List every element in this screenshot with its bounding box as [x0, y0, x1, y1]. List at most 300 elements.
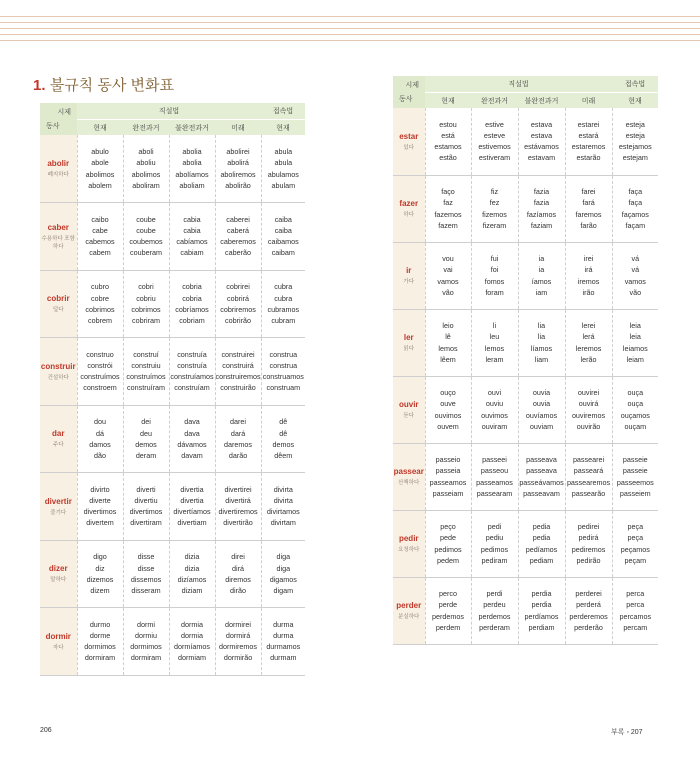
conjugation-cell	[471, 510, 518, 577]
conjugation-cell	[471, 443, 518, 510]
conjugation-cell	[77, 270, 123, 338]
conjugation-form: estão	[439, 153, 457, 163]
conjugation-form: ouçam	[624, 421, 647, 431]
conjugation-form: cobre	[91, 293, 109, 303]
conjugation-form: aboliu	[136, 158, 156, 168]
conjugation-form: passeie	[622, 455, 648, 465]
conjugation-form: dormíamos	[174, 642, 210, 652]
title-number: 1.	[33, 77, 46, 94]
conjugation-form: cobriram	[132, 315, 160, 325]
conjugation-form: ouviremos	[571, 410, 606, 420]
conjugation-form: fazemos	[434, 209, 462, 219]
conjugation-form: cabíamos	[176, 237, 208, 247]
header-indicative: 직설법	[77, 103, 261, 120]
conjugation-form: dou	[94, 417, 106, 427]
conjugation-form: abulo	[91, 147, 109, 157]
conjugation-cell	[123, 135, 169, 203]
conjugation-form: divertirei	[224, 484, 252, 494]
conjugation-form: construa	[269, 349, 298, 359]
conjugation-cell	[425, 577, 471, 644]
conjugation-cell	[425, 108, 471, 175]
conjugation-form: durmamos	[266, 642, 301, 652]
verb-name: fazer	[399, 199, 419, 208]
conjugation-form: perca	[626, 600, 645, 610]
conjugation-form: dizem	[90, 585, 110, 595]
conjugation-form: aboli	[138, 147, 154, 157]
conjugation-form: abolia	[182, 147, 202, 157]
conjugation-form: perdeu	[483, 600, 506, 610]
verb-name: dizer	[48, 564, 68, 574]
conjugation-form: durma	[273, 631, 294, 641]
conjugation-form: perdem	[435, 622, 461, 632]
conjugation-form: abolíamos	[175, 169, 209, 179]
conjugation-form: pediram	[481, 555, 508, 565]
conjugation-form: abole	[91, 158, 109, 168]
conjugation-form: cabe	[92, 226, 108, 236]
conjugation-form: construía	[177, 349, 207, 359]
conjugation-form: irão	[582, 287, 595, 297]
conjugation-form: darei	[230, 417, 247, 427]
verb-name: ouvir	[398, 400, 419, 409]
conjugation-cell	[123, 473, 169, 541]
conjugation-cell	[612, 242, 658, 309]
conjugation-form: passeavam	[523, 488, 560, 498]
conjugation-form: cabem	[89, 248, 111, 258]
header-subjunctive: 접속법	[612, 76, 658, 93]
conjugation-form: estejam	[622, 153, 648, 163]
conjugation-form: daremos	[224, 439, 252, 449]
conjugation-form: perdia	[531, 589, 552, 599]
conjugation-form: cobrirá	[227, 293, 250, 303]
conjugation-form: coube	[136, 214, 156, 224]
conjugation-form: passearam	[476, 488, 513, 498]
conjugation-cell	[518, 175, 565, 242]
verb-name: divertir	[44, 496, 72, 506]
conjugation-form: construímos	[126, 372, 166, 382]
verb-meaning: 말하다	[50, 577, 67, 584]
conjugation-form: dava	[184, 417, 200, 427]
conjugation-form: cobriu	[136, 293, 156, 303]
conjugation-cell	[565, 577, 612, 644]
conjugation-cell	[518, 443, 565, 510]
conjugation-cell	[471, 175, 518, 242]
conjugation-form: dormia	[181, 619, 203, 629]
conjugation-form: perdi	[486, 589, 503, 599]
conjugation-form: dormiremos	[219, 642, 257, 652]
conjugation-form: estivemos	[478, 142, 511, 152]
conjugation-form: divertiam	[177, 518, 207, 528]
conjugation-cell	[215, 473, 261, 541]
conjugation-form: abula	[274, 158, 293, 168]
conjugation-form: diz	[95, 563, 105, 573]
conjugation-cell	[215, 270, 261, 338]
conjugation-cell	[425, 376, 471, 443]
conjugation-cell	[565, 376, 612, 443]
conjugation-cell	[215, 608, 261, 676]
conjugation-form: construiu	[131, 361, 161, 371]
conjugation-form: perderemos	[569, 611, 608, 621]
conjugation-cell	[215, 203, 261, 271]
conjugation-form: façam	[625, 220, 646, 230]
conjugation-cell	[169, 338, 215, 406]
conjugation-cell	[425, 309, 471, 376]
header-indicative: 직설법	[425, 76, 612, 93]
conjugation-form: dormimos	[84, 642, 116, 652]
conjugation-cell	[261, 135, 305, 203]
conjugation-form: pedirei	[577, 522, 600, 532]
conjugation-form: caibamos	[267, 237, 299, 247]
conjugation-form: dormia	[181, 631, 203, 641]
conjugation-form: faremos	[575, 209, 602, 219]
header-corner: 시제 동사	[393, 76, 425, 108]
conjugation-form: cobrirei	[226, 282, 250, 292]
conjugation-form: cobri	[138, 282, 154, 292]
conjugation-form: estamos	[434, 142, 462, 152]
conjugation-form: pediam	[529, 555, 554, 565]
conjugation-form: cobria	[182, 282, 202, 292]
conjugation-cell	[565, 510, 612, 577]
conjugation-form: diziam	[181, 585, 203, 595]
conjugation-cell	[518, 577, 565, 644]
verb-row	[40, 135, 305, 203]
verb-cell	[393, 242, 425, 309]
conjugation-form: dizíamos	[177, 574, 207, 584]
tense-perfect-past: 완전과거	[123, 120, 169, 136]
tense-subj-present: 현재	[261, 120, 305, 136]
conjugation-form: ouvirão	[576, 421, 601, 431]
conjugation-form: disse	[137, 563, 155, 573]
conjugation-cell	[169, 270, 215, 338]
conjugation-form: vou	[442, 254, 454, 264]
conjugation-cell	[261, 338, 305, 406]
conjugation-cell	[471, 242, 518, 309]
verb-meaning: 요청하다	[398, 547, 420, 553]
conjugation-form: cubro	[91, 282, 109, 292]
conjugation-form: líamos	[530, 343, 553, 353]
conjugation-form: iremos	[577, 276, 600, 286]
conjugation-cell	[425, 443, 471, 510]
tense-present: 현재	[77, 120, 123, 136]
verb-name: pedir	[398, 534, 419, 543]
conjugation-form: perdemos	[478, 611, 511, 621]
conjugation-form: perdia	[531, 600, 552, 610]
conjugation-form: dizia	[184, 563, 200, 573]
conjugation-form: construamos	[262, 372, 304, 382]
conjugation-form: construirá	[222, 361, 254, 371]
conjugation-form: divirta	[273, 484, 293, 494]
verb-cell	[40, 405, 77, 473]
conjugation-form: passearemos	[566, 477, 611, 487]
conjugation-form: vamos	[624, 276, 646, 286]
conjugation-form: cobrimos	[131, 304, 161, 314]
conjugation-form: construo	[86, 349, 114, 359]
conjugation-form: abulam	[271, 180, 296, 190]
conjugation-cell	[565, 175, 612, 242]
conjugation-form: construímos	[80, 372, 120, 382]
conjugation-form: irei	[583, 254, 594, 264]
conjugation-form: damos	[89, 439, 111, 449]
conjugation-form: pedia	[532, 522, 551, 532]
conjugation-cell	[612, 510, 658, 577]
conjugation-form: estiveram	[478, 153, 511, 163]
conjugation-form: lia	[537, 321, 546, 331]
conjugation-form: caberei	[226, 214, 250, 224]
verb-row	[393, 510, 658, 577]
conjugation-cell	[123, 338, 169, 406]
conjugation-cell	[425, 242, 471, 309]
verb-row	[40, 608, 305, 676]
conjugation-form: leia	[629, 332, 641, 342]
verb-row	[393, 376, 658, 443]
title-text: 불규칙 동사 변화표	[49, 77, 174, 94]
conjugation-form: passeiem	[619, 488, 651, 498]
conjugation-form: dizemos	[86, 574, 114, 584]
conjugation-form: cobriam	[179, 315, 205, 325]
tense-imperfect-past: 불완전과거	[518, 93, 565, 109]
conjugation-form: estou	[439, 119, 457, 129]
verb-meaning: 있다	[403, 144, 415, 151]
verb-meaning: 분실하다	[398, 614, 420, 620]
conjugation-form: fará	[582, 198, 595, 208]
conjugation-form: divertiram	[130, 518, 162, 528]
conjugation-form: vamos	[437, 276, 459, 286]
conjugation-form: passeei	[482, 455, 507, 465]
conjugation-form: vão	[442, 287, 454, 297]
conjugation-form: estavam	[527, 153, 556, 163]
conjugation-form: irá	[584, 265, 593, 275]
conjugation-form: estarão	[576, 153, 601, 163]
verb-row	[40, 405, 305, 473]
conjugation-form: estávamos	[524, 142, 559, 152]
conjugation-form: esteja	[625, 131, 645, 141]
conjugation-form: diverte	[89, 496, 111, 506]
conjugation-form: caberá	[227, 226, 250, 236]
conjugation-form: divirtamos	[266, 507, 300, 517]
conjugation-form: abolia	[182, 158, 202, 168]
conjugation-cell	[123, 405, 169, 473]
conjugation-form: dormirei	[225, 619, 251, 629]
conjugation-cell	[612, 175, 658, 242]
conjugation-form: caberemos	[220, 237, 256, 247]
page-number-left: 206	[40, 727, 52, 734]
conjugation-form: foi	[490, 265, 499, 275]
conjugation-form: pediremos	[571, 544, 606, 554]
conjugation-form: ouçamos	[620, 410, 650, 420]
conjugation-cell	[123, 270, 169, 338]
conjugation-form: ouvia	[532, 388, 551, 398]
conjugation-form: ouvíamos	[525, 410, 558, 420]
conjugation-form: está	[441, 131, 455, 141]
conjugation-form: estava	[530, 119, 553, 129]
conjugation-form: façamos	[621, 209, 649, 219]
conjugation-form: dirão	[230, 585, 247, 595]
conjugation-form: abulamos	[267, 169, 299, 179]
conjugation-form: divirta	[273, 496, 293, 506]
conjugation-form: dêem	[274, 450, 293, 460]
conjugation-form: deram	[135, 450, 157, 460]
conjugation-cell	[215, 338, 261, 406]
conjugation-cell	[471, 108, 518, 175]
verb-name: dormir	[45, 631, 71, 641]
verb-cell	[393, 443, 425, 510]
conjugation-form: cobriremos	[220, 304, 256, 314]
verb-name: abolir	[47, 159, 70, 168]
conjugation-form: cabemos	[85, 237, 115, 247]
verb-cell	[40, 338, 77, 406]
conjugation-form: fazia	[533, 198, 550, 208]
conjugation-form: constrói	[87, 361, 113, 371]
conjugation-cell	[612, 376, 658, 443]
verb-name: perder	[396, 601, 422, 610]
page-title	[33, 74, 174, 95]
conjugation-cell	[565, 309, 612, 376]
conjugation-form: passearão	[571, 488, 606, 498]
conjugation-cell	[123, 540, 169, 608]
verb-cell	[393, 175, 425, 242]
conjugation-form: pediu	[485, 533, 504, 543]
verb-row	[40, 540, 305, 608]
tense-present: 현재	[425, 93, 471, 109]
conjugation-form: peçam	[624, 555, 647, 565]
conjugation-form: aboliam	[179, 180, 205, 190]
tense-imperfect-past: 불완전과거	[169, 120, 215, 136]
conjugation-form: perderam	[479, 622, 510, 632]
conjugation-cell	[169, 135, 215, 203]
conjugation-cell	[261, 608, 305, 676]
conjugation-form: perderá	[576, 600, 601, 610]
verb-meaning: 건설하다	[47, 374, 69, 381]
verb-name: ir	[406, 266, 412, 275]
conjugation-form: lêem	[440, 354, 456, 364]
conjugation-form: estava	[530, 131, 553, 141]
conjugation-form: pedia	[532, 533, 551, 543]
conjugation-form: pedirá	[578, 533, 599, 543]
conjugation-form: ouvia	[532, 399, 551, 409]
conjugation-form: peçamos	[620, 544, 650, 554]
conjugation-form: cubram	[271, 315, 296, 325]
verb-cell	[40, 540, 77, 608]
conjugation-form: construíam	[174, 383, 210, 393]
conjugation-cell	[518, 108, 565, 175]
conjugation-form: cubra	[274, 282, 293, 292]
verb-cell	[393, 108, 425, 175]
conjugation-form: peça	[627, 533, 644, 543]
verb-meaning: 자다	[52, 644, 64, 651]
conjugation-form: divirtam	[270, 518, 296, 528]
conjugation-form: passeamos	[476, 477, 513, 487]
conjugation-form: faziam	[530, 220, 553, 230]
conjugation-form: dá	[96, 428, 104, 438]
conjugation-form: vá	[631, 265, 640, 275]
conjugation-cell	[425, 510, 471, 577]
conjugation-form: couberam	[130, 248, 162, 258]
conjugation-cell	[565, 443, 612, 510]
conjugation-form: aboliremos	[220, 169, 256, 179]
conjugation-cell	[169, 608, 215, 676]
conjugation-form: pedem	[437, 555, 459, 565]
conjugation-form: peço	[440, 522, 456, 532]
conjugation-form: faz	[443, 198, 453, 208]
conjugation-form: leiamos	[622, 343, 648, 353]
verb-cell	[40, 270, 77, 338]
conjugation-form: caberão	[225, 248, 252, 258]
conjugation-form: divertem	[86, 518, 114, 528]
conjugation-form: dorme	[89, 631, 111, 641]
conjugation-form: ouvirá	[578, 399, 599, 409]
header-subjunctive: 접속법	[261, 103, 305, 120]
verb-meaning: 덮다	[52, 307, 64, 314]
verb-row	[40, 473, 305, 541]
verb-meaning: 산책하다	[398, 480, 420, 486]
conjugation-form: coube	[136, 226, 156, 236]
conjugation-form: cubramos	[267, 304, 300, 314]
conjugation-form: cobrimos	[85, 304, 115, 314]
conjugation-form: divertia	[180, 484, 204, 494]
verb-cell	[40, 608, 77, 676]
conjugation-form: construiremos	[215, 372, 261, 382]
conjugation-form: passeie	[622, 466, 648, 476]
verb-meaning: 폐지하다	[47, 172, 69, 178]
conjugation-cell	[425, 175, 471, 242]
conjugation-form: dormi	[137, 619, 155, 629]
conjugation-form: percam	[623, 622, 648, 632]
conjugation-form: ouça	[627, 399, 644, 409]
conjugation-form: estaremos	[571, 142, 606, 152]
conjugation-cell	[612, 108, 658, 175]
verb-row	[393, 175, 658, 242]
header-corner: 시제 동사	[40, 103, 77, 135]
decorative-top-lines	[0, 16, 700, 46]
conjugation-form: dão	[94, 450, 106, 460]
conjugation-form: demos	[272, 439, 295, 449]
conjugation-form: leio	[442, 321, 454, 331]
conjugation-cell	[471, 577, 518, 644]
conjugation-form: perderão	[574, 622, 603, 632]
conjugation-form: diverti	[136, 484, 156, 494]
conjugation-form: fazia	[533, 187, 550, 197]
conjugation-form: dormirão	[223, 653, 253, 663]
conjugation-cell	[77, 473, 123, 541]
tense-subj-present: 현재	[612, 93, 658, 109]
conjugation-form: dormiu	[135, 631, 157, 641]
conjugation-form: faça	[628, 198, 643, 208]
conjugation-form: cobrem	[88, 315, 112, 325]
conjugation-cell	[77, 405, 123, 473]
conjugation-form: dei	[141, 417, 151, 427]
right-conjugation-table	[393, 76, 658, 645]
conjugation-form: fizemos	[482, 209, 507, 219]
conjugation-form: diga	[276, 552, 291, 562]
conjugation-form: li	[492, 321, 497, 331]
conjugation-form: liam	[534, 354, 549, 364]
verb-row	[393, 309, 658, 376]
conjugation-form: ouvimos	[434, 410, 462, 420]
conjugation-form: dormiram	[84, 653, 116, 663]
conjugation-cell	[612, 577, 658, 644]
conjugation-form: perca	[626, 589, 645, 599]
conjugation-form: lemos	[438, 343, 458, 353]
conjugation-form: passeava	[526, 466, 557, 476]
conjugation-form: fui	[490, 254, 499, 264]
left-conjugation-table	[40, 103, 305, 676]
verb-name: construir	[40, 361, 76, 371]
conjugation-cell	[77, 608, 123, 676]
conjugation-form: lemos	[484, 343, 505, 353]
conjugation-form: disseram	[131, 585, 161, 595]
conjugation-form: ouço	[440, 388, 456, 398]
conjugation-cell	[565, 108, 612, 175]
verb-row	[393, 443, 658, 510]
